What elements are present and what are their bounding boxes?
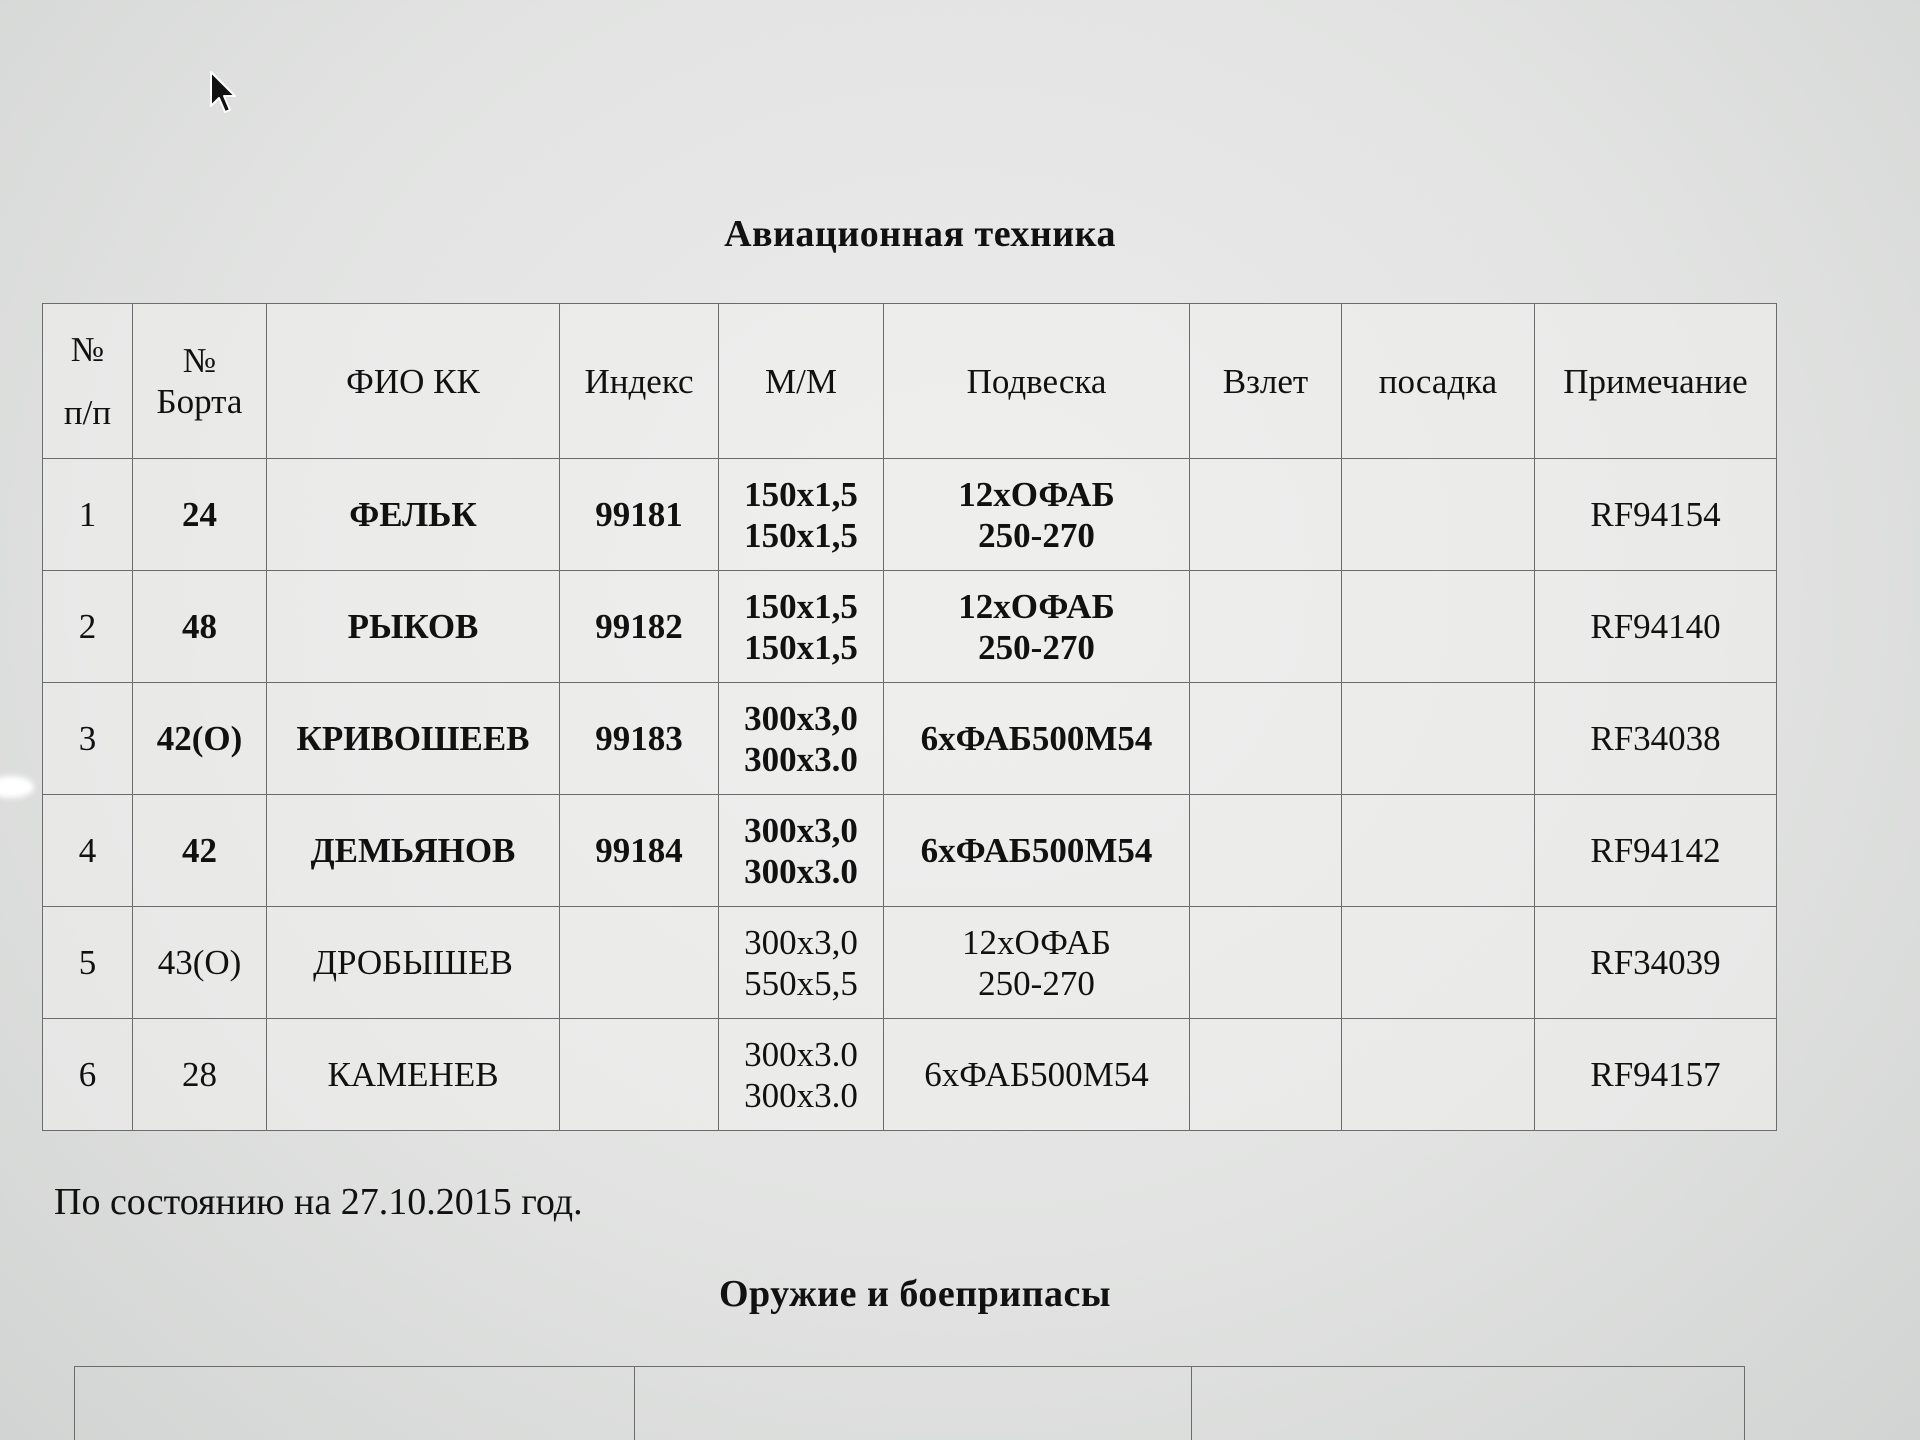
header-note: Примечание [1535,304,1777,459]
cell-payload [884,571,1190,683]
cell-mm-line1: 300х3,0 [744,922,858,962]
cell-name: КАМЕНЕВ [267,1019,560,1131]
cell-note: RF94142 [1535,795,1777,907]
cell-index: 99184 [560,795,719,907]
cell-mm-line2: 300х3.0 [744,739,858,779]
cell-mm-line2: 550х5,5 [744,963,858,1003]
header-name: ФИО КК [267,304,560,459]
cell-payload [884,795,1190,907]
weapons-cell [1192,1367,1745,1440]
cell-num: 2 [43,571,133,683]
cell-board: 24 [133,459,267,571]
cell-mm [719,1019,884,1131]
cell-index: 99182 [560,571,719,683]
cell-name: ДРОБЫШЕВ [267,907,560,1019]
header-landing: посадка [1342,304,1535,459]
cell-payload-line1: 6хФАБ500М54 [920,831,1153,870]
cell-note: RF34039 [1535,907,1777,1019]
cell-board: 48 [133,571,267,683]
cell-board: 42(О) [133,683,267,795]
cell-num: 3 [43,683,133,795]
header-takeoff: Взлет [1190,304,1342,459]
cell-payload-line1: 12хОФАБ [958,586,1115,626]
weapons-table [74,1366,1745,1440]
cell-board: 28 [133,1019,267,1131]
cell-index [560,907,719,1019]
cell-mm-line1: 300х3.0 [744,1034,858,1074]
header-num [43,304,133,459]
cell-board: 43(О) [133,907,267,1019]
header-board [133,304,267,459]
cell-payload-line1: 6хФАБ500М54 [924,1055,1149,1094]
header-mm: М/М [719,304,884,459]
table-header-row [43,304,1777,459]
document-title: Авиационная техника [724,213,1116,255]
mouse-pointer-icon [208,70,240,118]
table-row [43,1019,1777,1131]
header-board-line2: Борта [156,382,243,421]
cell-payload [884,1019,1190,1131]
header-board-line1: № [182,341,217,380]
cell-takeoff [1190,683,1342,795]
cell-mm [719,683,884,795]
table-row [43,795,1777,907]
cell-takeoff [1190,571,1342,683]
cell-index [560,1019,719,1131]
cell-mm-line2: 150х1,5 [744,515,858,555]
cell-mm-line2: 150х1,5 [744,627,858,667]
cell-takeoff [1190,1019,1342,1131]
weapons-cell [635,1367,1192,1440]
cell-num: 5 [43,907,133,1019]
weapons-cell [75,1367,635,1440]
cell-mm [719,571,884,683]
cell-mm [719,459,884,571]
screen-glare [0,776,34,798]
aircraft-table [42,303,1777,1131]
cell-num: 6 [43,1019,133,1131]
cell-board: 42 [133,795,267,907]
cell-mm-line1: 300х3,0 [744,698,858,738]
cell-payload-line2: 250-270 [978,963,1095,1003]
cell-landing [1342,683,1535,795]
cell-note: RF94154 [1535,459,1777,571]
cell-mm [719,907,884,1019]
cell-mm-line1: 150х1,5 [744,474,858,514]
cell-payload-line2: 250-270 [978,515,1095,555]
cell-mm-line1: 150х1,5 [744,586,858,626]
cell-payload-line1: 12хОФАБ [958,474,1115,514]
table-row [43,459,1777,571]
cell-index: 99183 [560,683,719,795]
cell-note: RF94140 [1535,571,1777,683]
header-index: Индекс [560,304,719,459]
cell-num: 4 [43,795,133,907]
cell-mm [719,795,884,907]
header-num-line1: № [70,330,105,369]
cell-payload [884,459,1190,571]
section-title-weapons: Оружие и боеприпасы [718,1273,1112,1315]
table-row [43,683,1777,795]
cell-note: RF34038 [1535,683,1777,795]
cell-payload [884,907,1190,1019]
cell-num: 1 [43,459,133,571]
cell-landing [1342,1019,1535,1131]
cell-takeoff [1190,907,1342,1019]
header-payload: Подвеска [884,304,1190,459]
table-row [75,1367,1745,1440]
table-row [43,907,1777,1019]
cell-landing [1342,571,1535,683]
cell-landing [1342,795,1535,907]
cell-payload-line1: 12хОФАБ [961,922,1112,962]
cell-landing [1342,459,1535,571]
cell-payload [884,683,1190,795]
cell-mm-line2: 300х3.0 [744,1075,858,1115]
cell-takeoff [1190,795,1342,907]
cell-takeoff [1190,459,1342,571]
cell-payload-line1: 6хФАБ500М54 [920,719,1153,758]
cell-mm-line1: 300х3,0 [744,810,858,850]
cell-mm-line2: 300х3.0 [744,851,858,891]
cell-name: ДЕМЬЯНОВ [267,795,560,907]
cell-note: RF94157 [1535,1019,1777,1131]
status-date-text: По состоянию на 27.10.2015 год. [54,1181,583,1223]
cell-name: КРИВОШЕЕВ [267,683,560,795]
cell-payload-line2: 250-270 [978,627,1095,667]
cell-name: РЫКОВ [267,571,560,683]
cell-landing [1342,907,1535,1019]
table-row [43,571,1777,683]
cell-index: 99181 [560,459,719,571]
cell-name: ФЕЛЬК [267,459,560,571]
header-num-line2: п/п [63,393,112,432]
